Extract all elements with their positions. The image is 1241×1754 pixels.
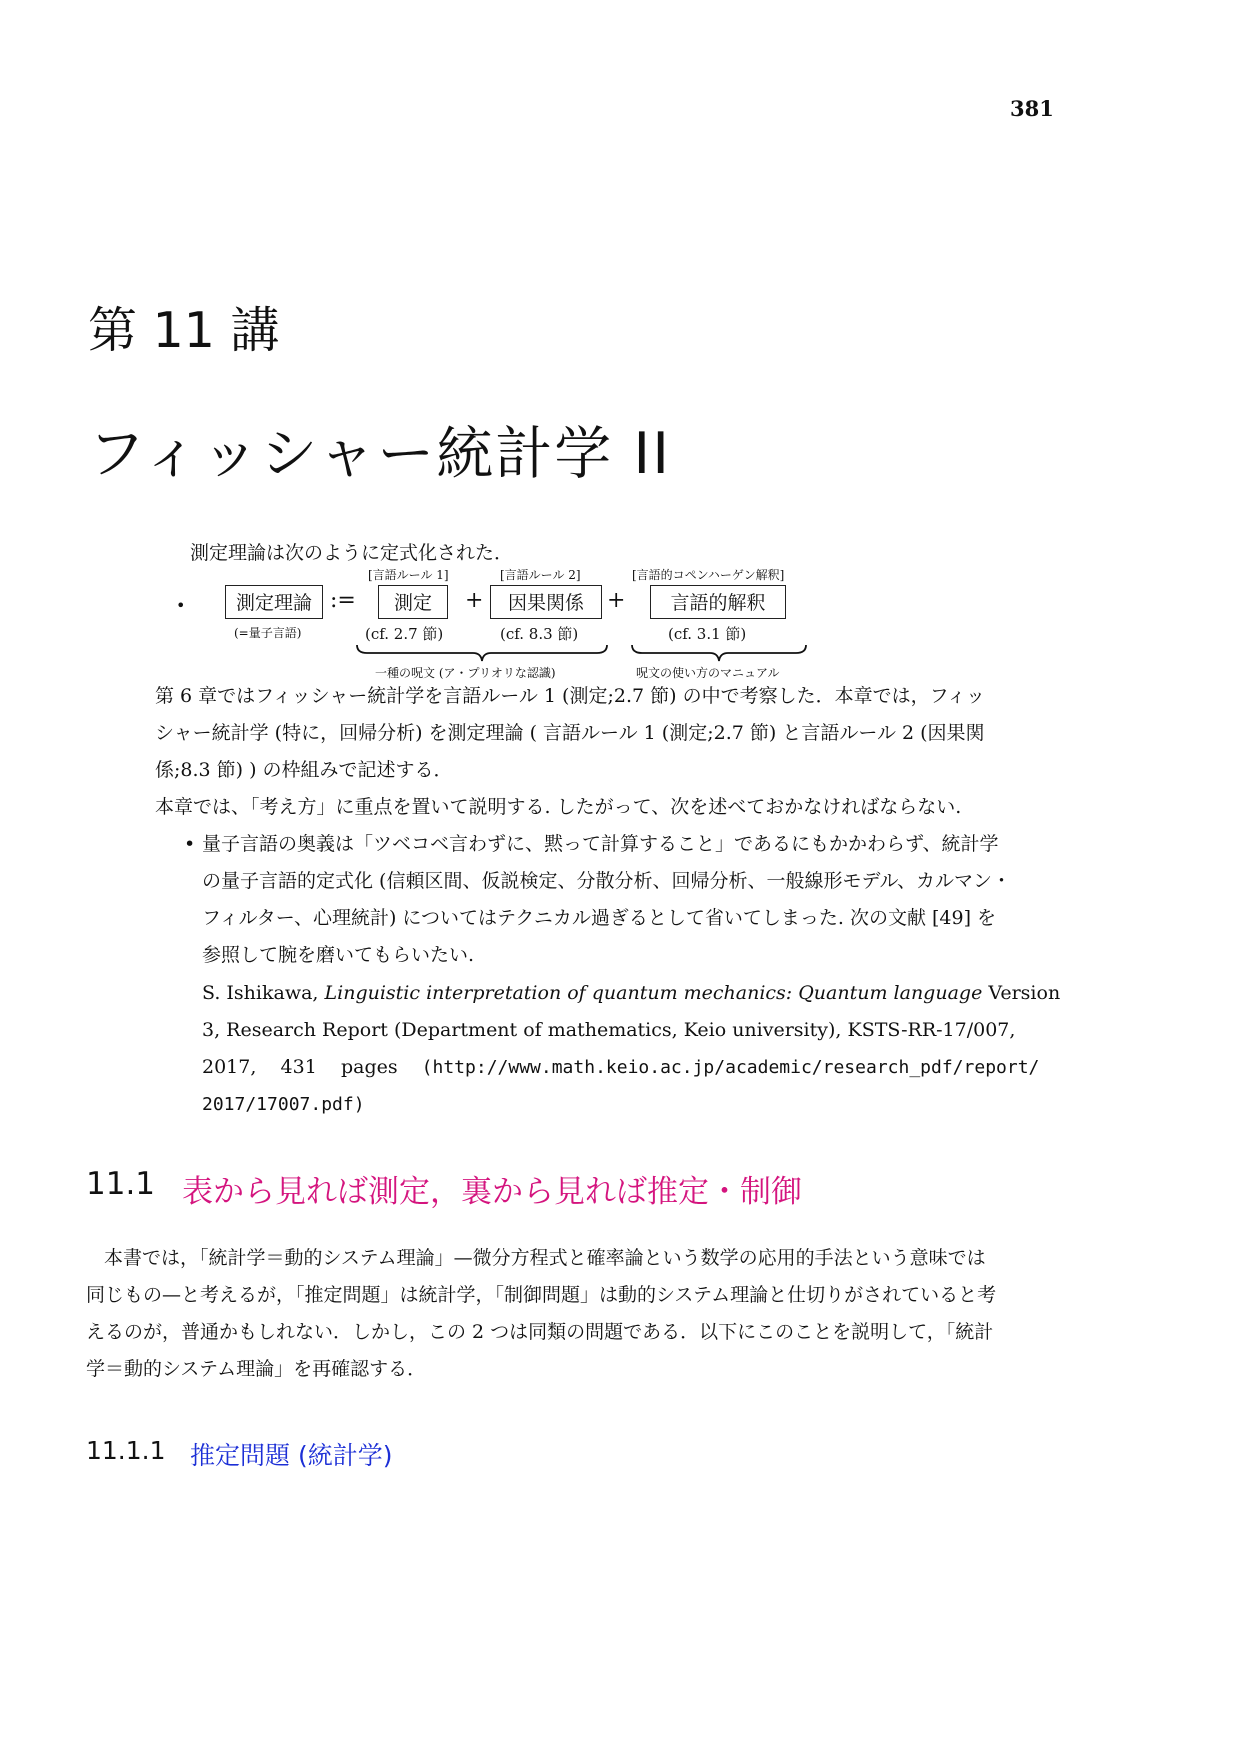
left-brace-caption: 一種の呪文 (ア・プリオリな認識) <box>375 666 556 680</box>
chapter-label: 第 11 講 <box>88 302 280 359</box>
reference-line3 <box>202 1049 1039 1086</box>
section-para-line4: 学＝動的システム理論」を再確認する． <box>86 1358 427 1380</box>
reference-year-pages: 2017, 431 pages <box>202 1056 398 1078</box>
assign-symbol: := <box>330 588 356 613</box>
label-rule2: [言語ルール 2] <box>500 568 581 582</box>
plus-symbol-2: + <box>607 588 626 613</box>
page-number: 381 <box>1010 96 1054 121</box>
section-number: 11.1 <box>86 1166 156 1202</box>
bullet-line3: フィルター、心理統計) についてはテクニカル過ぎるとして省いてしまった. 次の文献 [49] を <box>202 907 997 929</box>
para1-line2: シャー統計学 (特に，回帰分析) を測定理論 ( 言語ルール 1 (測定;2.7 節) と言語ルール 2 (因果関 <box>155 722 985 744</box>
reference-url-part2[interactable]: 2017/17007.pdf) <box>202 1094 365 1115</box>
subsection-number: 11.1.1 <box>86 1436 166 1465</box>
reference-url-part1[interactable]: (http://www.math.keio.ac.jp/academic/research_pdf/report/ <box>421 1057 1040 1078</box>
bullet-line2: の量子言語的定式化 (信頼区間、仮説検定、分散分析、回帰分析、一般線形モデル、カルマン・ <box>202 870 1011 892</box>
label-interpretation: [言語的コペンハーゲン解釈] <box>632 568 785 582</box>
para1-line3: 係;8.3 節) ) の枠組みで記述する． <box>155 759 453 781</box>
under-main-label: (=量子言語) <box>234 626 302 640</box>
cf-causality: (cf. 8.3 節) <box>500 625 579 643</box>
chapter-title: フィッシャー統計学 II <box>88 421 672 487</box>
reference-author: S. Ishikawa, <box>202 982 319 1004</box>
right-brace-caption: 呪文の使い方のマニュアル <box>636 666 780 680</box>
section-para-line1: 本書では，「統計学＝動的システム理論」—微分方程式と確率論という数学の応用的手法という意味では <box>104 1247 986 1269</box>
cf-measurement: (cf. 2.7 節) <box>365 625 444 643</box>
list-bullet: • <box>184 833 196 855</box>
reference-line1 <box>202 975 1060 1012</box>
box-causality: 因果関係 <box>490 585 602 619</box>
section-para-line2: 同じもの—と考えるが，「推定問題」は統計学，「制御問題」は動的システム理論と仕切りがされていると考 <box>86 1284 997 1306</box>
box-interpretation: 言語的解釈 <box>650 585 786 619</box>
box-measurement-theory: 測定理論 <box>225 585 323 619</box>
section-para-line3: えるのが，普通かもしれない．しかし，この 2 つは同類の問題である．以下にこのことを説明して，「統計 <box>86 1321 994 1343</box>
para2: 本章では、「考え方」に重点を置いて説明する. したがって、次を述べておかなければならない. <box>155 796 962 818</box>
left-brace <box>355 643 610 663</box>
bullet-line4: 参照して腕を磨いてもらいたい. <box>202 944 475 966</box>
box-measurement: 測定 <box>378 585 448 619</box>
subsection-title: 推定問題 (統計学) <box>190 1441 393 1470</box>
reference-version: Version <box>988 982 1061 1004</box>
section-title: 表から見れば測定，裏から見れば推定・制御 <box>182 1174 802 1210</box>
label-rule1: [言語ルール 1] <box>368 568 449 582</box>
bullet-line1: 量子言語の奥義は「ツベコベ言わずに、黙って計算すること」であるにもかかわらず、統計学 <box>202 833 999 855</box>
formula-bullet: • <box>176 596 186 615</box>
intro-text: 測定理論は次のように定式化された． <box>190 542 514 564</box>
para1-line1: 第 6 章ではフィッシャー統計学を言語ルール 1 (測定;2.7 節) の中で考察した．本章では，フィッ <box>155 685 986 707</box>
right-brace <box>630 643 810 663</box>
reference-title: Linguistic interpretation of quantum mechanics: Quantum language <box>324 982 983 1004</box>
plus-symbol-1: + <box>465 588 484 613</box>
cf-interpretation: (cf. 3.1 節) <box>668 625 747 643</box>
reference-line2: 3, Research Report (Department of mathematics, Keio university), KSTS-RR-17/007, <box>202 1019 1016 1041</box>
